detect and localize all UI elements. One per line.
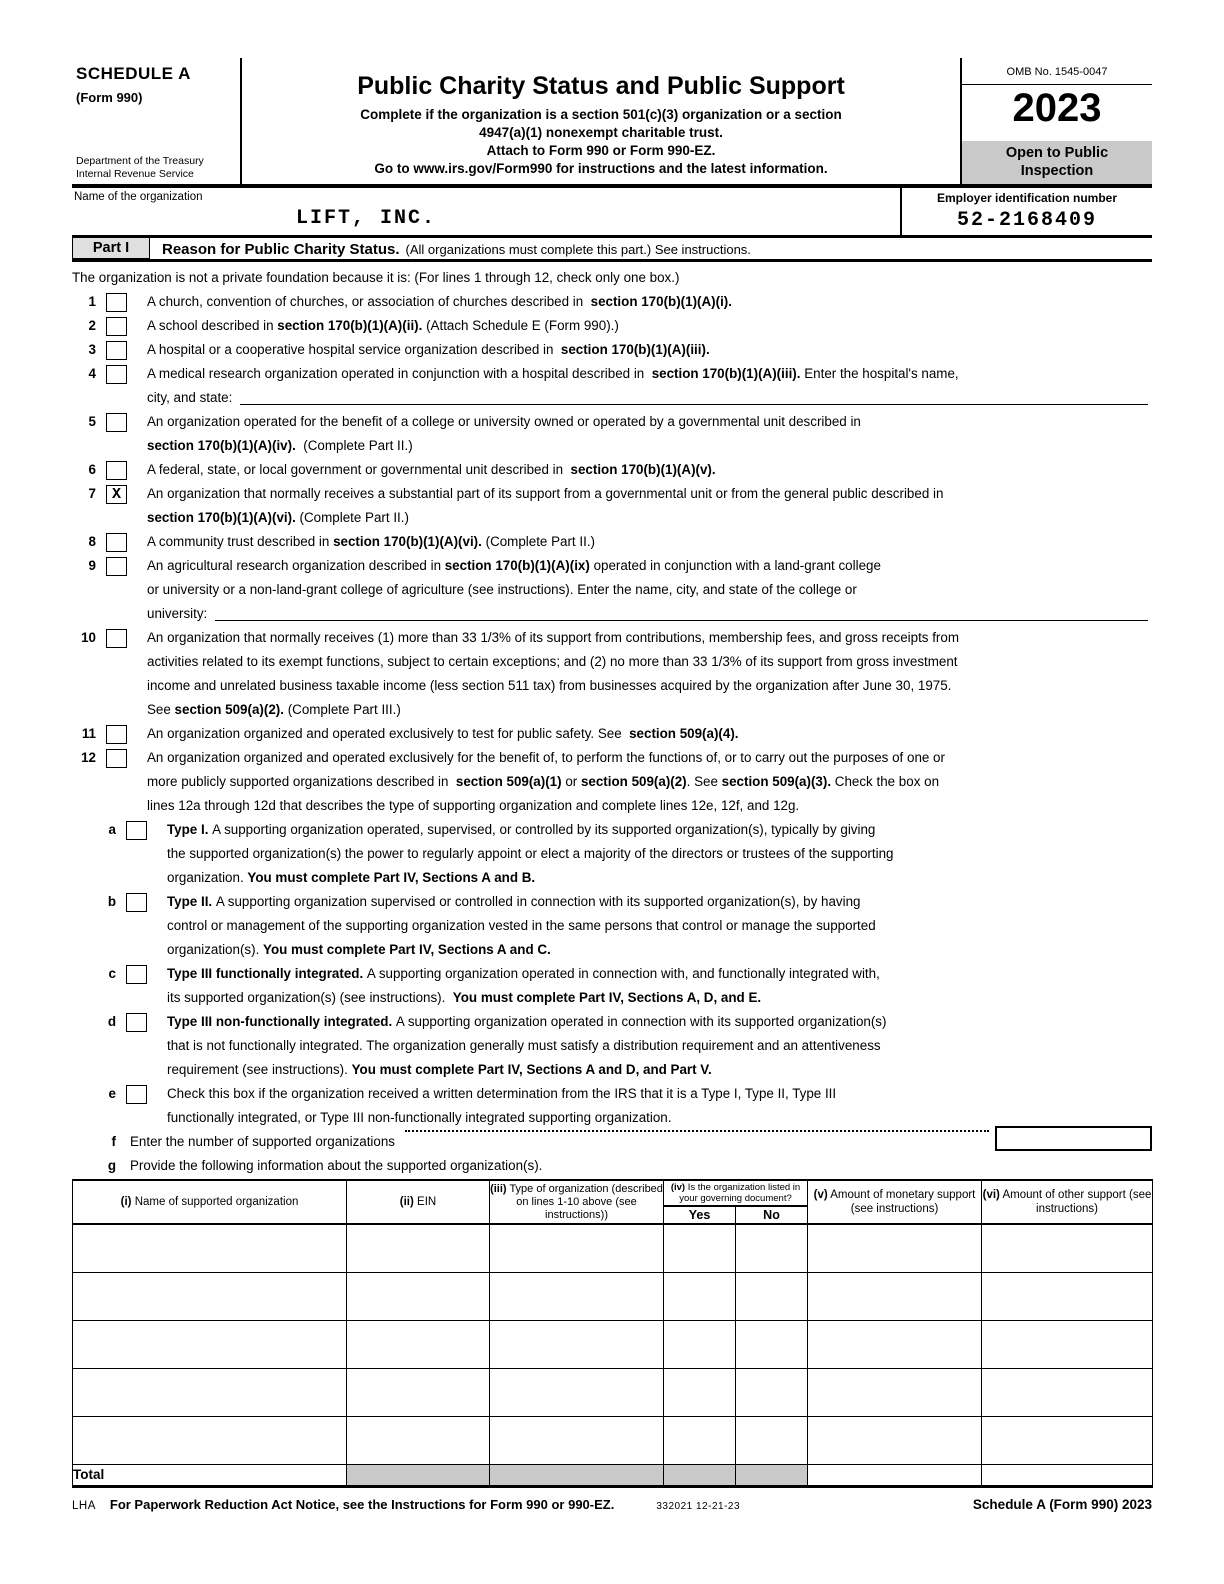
header-left-block	[72, 58, 240, 184]
table-cell[interactable]	[73, 1368, 347, 1416]
col-header-ein: (ii) EIN	[347, 1180, 490, 1224]
line-text: An organization organized and operated exclusively for the benefit of, to perform the functions of, or to carry out the purposes of one or more publicly supported organizations described in section 509(a)(1) or section 509(a)(2) . See section 509(a)(3). Check the box on lines 12a through 12d that describes the type of supporting organization and complete lines 12e, 12f, and 12g.	[147, 750, 945, 813]
checkbox-line-11[interactable]	[106, 725, 127, 744]
line-item-b	[72, 890, 1152, 962]
line-item-7	[72, 482, 1152, 530]
line-text: An organization operated for the benefit of a college or university owned or operated by a governmental unit described in section 170(b)(1)(A)(iv). (Complete Part II.)	[147, 414, 861, 453]
line-number: 5	[88, 414, 96, 429]
paperwork-notice: For Paperwork Reduction Act Notice, see the Instructions for Form 990 or 990-EZ.	[109, 1496, 615, 1512]
line-text: Check this box if the organization received a written determination from the IRS that it is a Type I, Type II, Type III functionally integrated, or Type III non-functionally integrated supporting organization.	[167, 1086, 837, 1125]
table-cell[interactable]	[664, 1320, 736, 1368]
line-number: 6	[88, 462, 96, 477]
line-item-a	[72, 818, 1152, 890]
checkbox-line-6[interactable]	[106, 461, 127, 480]
table-cell[interactable]	[490, 1224, 664, 1272]
table-cell[interactable]	[736, 1416, 808, 1464]
table-row	[73, 1368, 1153, 1416]
form-990-label: (Form 990)	[76, 90, 143, 105]
line-item-e	[72, 1082, 1152, 1130]
col-header-name: (i) Name of supported organization	[73, 1180, 347, 1224]
table-cell[interactable]	[490, 1272, 664, 1320]
line-number: 3	[88, 342, 96, 357]
table-cell[interactable]	[982, 1368, 1153, 1416]
line-item-1	[72, 290, 1152, 314]
total-shaded-cell	[490, 1464, 664, 1486]
lha-label: LHA	[72, 1499, 96, 1512]
form-header	[72, 58, 1152, 188]
part1-items	[72, 290, 1152, 1130]
line-item-12	[72, 746, 1152, 818]
table-cell[interactable]	[982, 1320, 1153, 1368]
schedule-footer-label: Schedule A (Form 990) 2023	[972, 1496, 1152, 1512]
table-row	[73, 1320, 1153, 1368]
form-subtitle-line2: 4947(a)(1) nonexempt charitable trust.	[479, 124, 723, 140]
checkbox-line-e[interactable]	[126, 1085, 147, 1104]
line-number: c	[108, 966, 116, 981]
form-code: 332021 12-21-23	[656, 1500, 741, 1512]
line-number: a	[108, 822, 116, 837]
line-item-6	[72, 458, 1152, 482]
line-text: A community trust described in section 170(b)(1)(A)(vi). (Complete Part II.)	[147, 534, 595, 549]
form-footer	[72, 1497, 1152, 1512]
total-shaded-cell	[736, 1464, 808, 1486]
col-header-governing-doc: (iv) Is the organization listed in your governing document?	[664, 1180, 808, 1206]
header-omb-block	[960, 58, 1152, 184]
table-cell[interactable]	[347, 1368, 490, 1416]
line-item-9	[72, 554, 1152, 626]
line-number: e	[108, 1086, 116, 1101]
table-cell[interactable]	[982, 1224, 1153, 1272]
table-cell[interactable]	[490, 1416, 664, 1464]
total-monetary-cell[interactable]	[808, 1464, 982, 1486]
table-cell[interactable]	[808, 1272, 982, 1320]
table-cell[interactable]	[347, 1272, 490, 1320]
table-row	[73, 1416, 1153, 1464]
form-subtitle-line1: Complete if the organization is a section 501(c)(3) organization or a section	[360, 107, 842, 122]
table-cell[interactable]	[73, 1272, 347, 1320]
line-number: 12	[81, 750, 96, 765]
line-item-10	[72, 626, 1152, 722]
table-cell[interactable]	[736, 1368, 808, 1416]
line-item-8	[72, 530, 1152, 554]
checkbox-line-5[interactable]	[106, 413, 127, 432]
checkbox-line-b[interactable]	[126, 893, 147, 912]
ein-value[interactable]: 52-2168409	[956, 209, 1098, 232]
line-number: 11	[81, 726, 96, 741]
line-item-d	[72, 1010, 1152, 1082]
line-number: 1	[88, 294, 96, 309]
fill-in-line[interactable]	[215, 602, 1148, 621]
table-cell[interactable]	[73, 1224, 347, 1272]
checkbox-line-1[interactable]	[106, 293, 127, 312]
checkbox-line-3[interactable]	[106, 341, 127, 360]
table-cell[interactable]	[664, 1416, 736, 1464]
total-other-cell[interactable]	[982, 1464, 1153, 1486]
table-cell[interactable]	[347, 1416, 490, 1464]
table-cell[interactable]	[982, 1272, 1153, 1320]
table-cell[interactable]	[347, 1224, 490, 1272]
open-to-public-line1: Open to Public	[1005, 145, 1109, 161]
supported-org-count-box[interactable]	[995, 1126, 1152, 1151]
table-cell[interactable]	[808, 1368, 982, 1416]
table-cell[interactable]	[73, 1416, 347, 1464]
part1-subtitle: (All organizations must complete this part.) See instructions.	[405, 242, 751, 257]
line-item-c	[72, 962, 1152, 1010]
organization-name-value[interactable]: LIFT, INC.	[296, 207, 437, 230]
checkbox-line-c[interactable]	[126, 965, 147, 984]
line-item-5	[72, 410, 1152, 458]
line-text: A church, convention of churches, or association of churches described in section 170(b)(1)(A)(i).	[147, 294, 732, 309]
table-cell[interactable]	[664, 1224, 736, 1272]
checkbox-line-a[interactable]	[126, 821, 147, 840]
line-number: 7	[88, 486, 96, 501]
table-cell[interactable]	[664, 1368, 736, 1416]
line-f-text: Enter the number of supported organizations	[130, 1134, 396, 1149]
table-cell[interactable]	[736, 1224, 808, 1272]
total-shaded-cell	[664, 1464, 736, 1486]
table-cell[interactable]	[982, 1416, 1153, 1464]
table-cell[interactable]	[808, 1224, 982, 1272]
line-text: Type I. A supporting organization operated, supervised, or controlled by its supported organization(s), typically by giving the supported organization(s) the power to regularly appoint or elect a majority of the directors or trustees of the supporting organization. You must complete Part IV, Sections A and B.	[167, 822, 894, 885]
line-item-11	[72, 722, 1152, 746]
checkbox-line-10[interactable]	[106, 629, 127, 648]
goto-instruction: Go to www.irs.gov/Form990 for instructions and the latest information.	[374, 160, 828, 176]
line-number: 10	[81, 630, 96, 645]
table-row	[73, 1272, 1153, 1320]
ein-label: Employer identification number	[936, 191, 1118, 205]
checkbox-line-7-checked[interactable]: X	[106, 485, 127, 504]
supported-org-table	[72, 1179, 1153, 1488]
dotted-leader	[405, 1130, 989, 1132]
form-title: Public Charity Status and Public Support	[357, 72, 845, 100]
line-text: An organization that normally receives (1) more than 33 1/3% of its support from contributions, membership fees, and gross receipts from activities related to its exempt functions, subject to certain exceptions; and (2) no more than 33 1/3% of its support from gross investment income and unrelated business taxable income (less section 511 tax) from businesses acquired by the organization after June 30, 1975. See section 509(a)(2). (Complete Part III.)	[147, 630, 959, 717]
organization-row	[72, 188, 1152, 238]
tax-year: 2023	[1012, 86, 1102, 130]
line-number: f	[111, 1134, 116, 1149]
omb-number: OMB No. 1545-0047	[962, 58, 1152, 85]
line-number: 4	[88, 366, 96, 381]
line-number: g	[107, 1158, 116, 1173]
checkbox-line-4[interactable]	[106, 365, 127, 384]
organization-name-label: Name of the organization	[74, 191, 203, 203]
checkbox-line-12[interactable]	[106, 749, 127, 768]
checkbox-line-2[interactable]	[106, 317, 127, 336]
line-number: 8	[88, 534, 96, 549]
open-to-public-line2: Inspection	[1020, 163, 1094, 179]
line-number: d	[107, 1014, 116, 1029]
line-text: An organization organized and operated exclusively to test for public safety. See section 509(a)(4).	[147, 726, 739, 741]
checkbox-line-9[interactable]	[106, 557, 127, 576]
table-cell[interactable]	[736, 1272, 808, 1320]
col-header-no: No	[736, 1206, 808, 1224]
department-line2: Internal Revenue Service	[76, 167, 194, 180]
line-number: 2	[88, 318, 96, 333]
line-text: Type III non-functionally integrated. A supporting organization operated in connection with its supported organization(s) that is not functionally integrated. The organization generally must satisfy a distribution requirement and an attentiveness requirement (see instructions). You must complete Part IV, Sections A and D, and Part V.	[167, 1014, 887, 1077]
table-cell[interactable]	[808, 1320, 982, 1368]
col-header-monetary-support: (v) Amount of monetary support (see instructions)	[808, 1180, 982, 1224]
total-shaded-cell	[347, 1464, 490, 1486]
line-g-text: Provide the following information about the supported organization(s).	[130, 1158, 543, 1173]
col-header-other-support: (vi) Amount of other support (see instructions)	[982, 1180, 1153, 1224]
table-cell[interactable]	[73, 1320, 347, 1368]
line-text: A federal, state, or local government or governmental unit described in section 170(b)(1)(A)(v).	[147, 462, 716, 477]
form-page	[72, 58, 1152, 1512]
table-cell[interactable]	[664, 1272, 736, 1320]
schedule-a-label: SCHEDULE A	[76, 64, 191, 83]
part1-label: Part I	[72, 238, 150, 259]
table-cell[interactable]	[490, 1320, 664, 1368]
col-header-type: (iii) Type of organization (described on lines 1-10 above (see instructions))	[490, 1180, 664, 1224]
line-text: A hospital or a cooperative hospital service organization described in section 170(b)(1)(A)(iii).	[147, 342, 710, 357]
total-row	[73, 1464, 1153, 1486]
line-item-2	[72, 314, 1152, 338]
line-number: 9	[88, 558, 96, 573]
table-cell[interactable]	[490, 1368, 664, 1416]
checkbox-line-d[interactable]	[126, 1013, 147, 1032]
line-text: Type III functionally integrated. A supporting organization operated in connection with, and functionally integrated with, its supported organization(s) (see instructions). You must complete Part IV, Sections A, D, and E.	[167, 966, 880, 1005]
part1-title: Reason for Public Charity Status.	[162, 241, 400, 258]
ein-block	[900, 188, 1152, 235]
line-item-f	[72, 1130, 1152, 1154]
total-label: Total	[73, 1464, 347, 1486]
department-label	[76, 155, 240, 180]
table-cell[interactable]	[736, 1320, 808, 1368]
col-header-yes: Yes	[664, 1206, 736, 1224]
department-line1: Department of the Treasury	[76, 155, 204, 167]
fill-in-line[interactable]	[240, 386, 1148, 405]
part1-intro: The organization is not a private foundation because it is: (For lines 1 through 12, check only one box.)	[72, 270, 680, 285]
line-item-3	[72, 338, 1152, 362]
line-item-4	[72, 362, 1152, 410]
header-title-block	[240, 58, 960, 184]
part1-header	[72, 238, 1152, 262]
checkbox-line-8[interactable]	[106, 533, 127, 552]
line-text: A school described in section 170(b)(1)(A)(ii). (Attach Schedule E (Form 990).)	[147, 318, 619, 333]
line-item-g	[72, 1154, 1152, 1178]
line-text: A medical research organization operated in conjunction with a hospital described in section 170(b)(1)(A)(iii). Enter the hospital's name, city, and state:	[147, 362, 1152, 410]
attach-instruction: Attach to Form 990 or Form 990-EZ.	[486, 142, 716, 158]
table-cell[interactable]	[808, 1416, 982, 1464]
line-text: An agricultural research organization described in section 170(b)(1)(A)(ix) operated in conjunction with a land-grant college or university or a non-land-grant college of agriculture (see instructions). Enter the name, city, and state of the college or university:	[147, 554, 1152, 626]
table-row	[73, 1224, 1153, 1272]
supported-org-table-body	[73, 1224, 1153, 1464]
table-cell[interactable]	[347, 1320, 490, 1368]
organization-name-block	[72, 188, 900, 235]
open-to-public-badge	[962, 141, 1152, 184]
line-number: b	[107, 894, 116, 909]
line-text: An organization that normally receives a substantial part of its support from a governmental unit or from the general public described in section 170(b)(1)(A)(vi). (Complete Part II.)	[147, 486, 944, 525]
line-text: Type II. A supporting organization supervised or controlled in connection with its supported organization(s), by having control or management of the supporting organization vested in the same persons that control or manage the supported organization(s). You must complete Part IV, Sections A and C.	[167, 894, 876, 957]
